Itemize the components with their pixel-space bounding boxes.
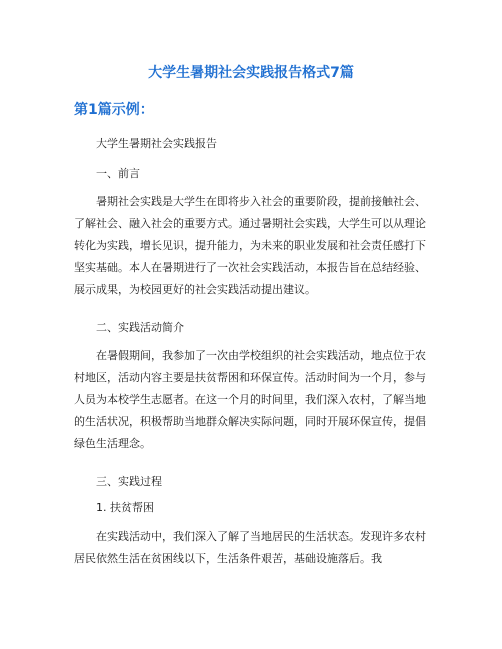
heading-activity-intro: 二、实践活动简介	[96, 321, 184, 334]
section-heading: 第1篇示例：	[74, 102, 154, 118]
paragraph-activity-intro: 在暑假期间，我参加了一次由学校组织的社会实践活动，地点位于农村地区，活动内容主要是扶贫帮困和环保宣传。活动时间为一个月，参与人员为本校学生志愿者。在这一个月的时间里，我们深入农村，了解当地的生活状况，积极帮助当地群众解决实际问题，同时开展环保宣传，提倡绿色生活理念。	[74, 349, 426, 450]
paragraph-preface: 暑期社会实践是大学生在即将步入社会的重要阶段，提前接触社会、了解社会、融入社会的重要方式。通过暑期社会实践，大学生可以从理论转化为实践，增长见识，提升能力，为未来的职业发展和社会责任感打下坚实基础。本人在暑期进行了一次社会实践活动，本报告旨在总结经验、展示成果，为校园更好的社会实践活动提出建议。	[74, 195, 426, 296]
report-title: 大学生暑期社会实践报告	[96, 137, 217, 150]
subheading-poverty-relief: 1. 扶贫帮困	[96, 501, 154, 514]
heading-preface: 一、前言	[96, 167, 140, 180]
heading-process: 三、实践过程	[96, 475, 162, 488]
paragraph-poverty-relief: 在实践活动中，我们深入了解了当地居民的生活状态。发现许多农村居民依然生活在贫困线以下，生活条件艰苦，基础设施落后。我	[74, 530, 426, 565]
document-title: 大学生暑期社会实践报告格式7篇	[148, 65, 354, 81]
